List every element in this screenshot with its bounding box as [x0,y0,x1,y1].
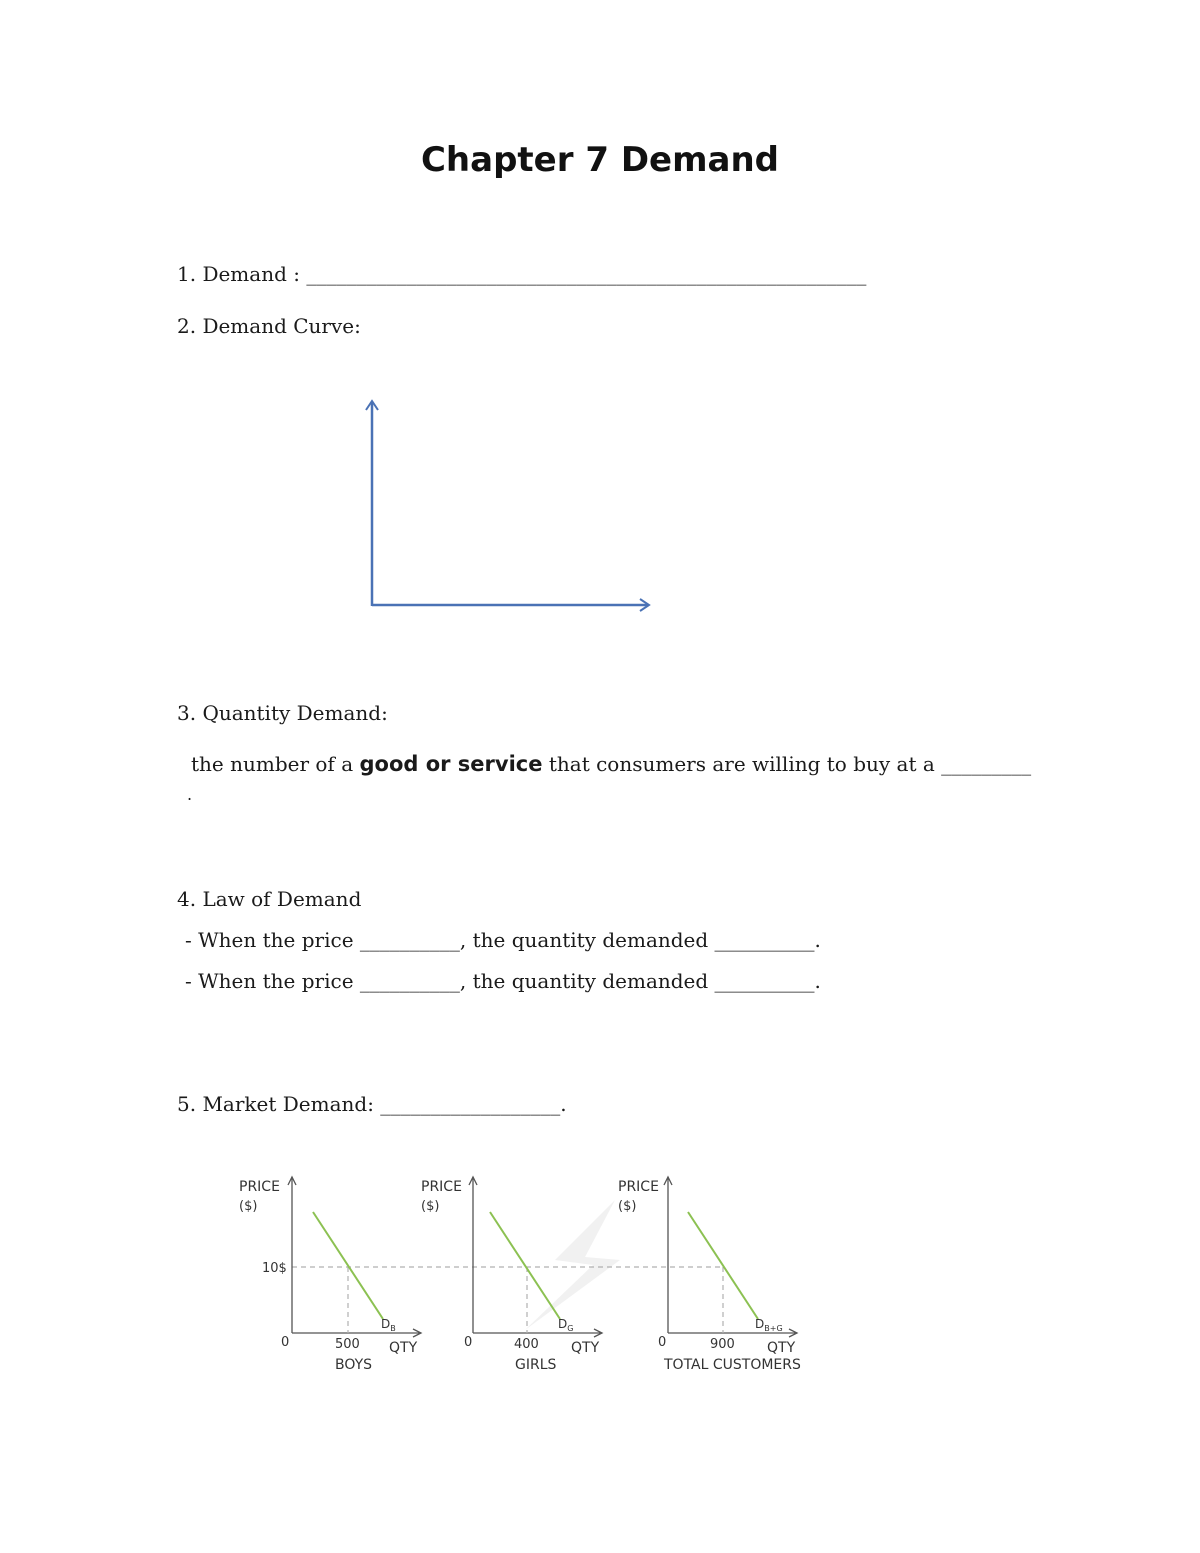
panel-1-qty-label: QTY [389,1340,418,1356]
blank-demand-axes [350,390,670,620]
quantity-demand-definition [191,752,1031,776]
panel-3-qty-label: QTY [767,1340,796,1356]
qd-text-end: . [187,785,193,804]
panel-2-currency-label: ($) [421,1199,440,1214]
panel-1-currency-label: ($) [239,1199,258,1214]
panel-2-price-label: PRICE [421,1179,462,1195]
qd-text-before: the number of a [191,752,360,776]
panel-3-demand-line [688,1212,758,1319]
law-of-demand-heading: 4. Law of Demand [177,887,362,911]
panel-1-price-label: PRICE [239,1179,280,1195]
panel-1-qty-value: 500 [335,1337,360,1352]
panel-3-qty-value: 900 [710,1337,735,1352]
page-title: Chapter 7 Demand [420,140,780,180]
law-of-demand-line-2: - When the price __________, the quantity demanded __________. [185,969,821,993]
panel-3-origin: 0 [658,1335,667,1350]
panel-1-caption: BOYS [335,1357,373,1373]
quantity-demand-heading: 3. Quantity Demand: [177,701,388,725]
market-demand-prompt: 5. Market Demand: __________________. [177,1092,567,1116]
panel-3-price-label: PRICE [618,1179,659,1195]
qd-text-after: that consumers are willing to buy at a _________ [542,752,1032,776]
watermark-logo [525,1200,620,1330]
panel-2-origin: 0 [464,1335,473,1350]
panel-2-curve-label: $D_G$ [558,1317,574,1333]
demand-curve-heading: 2. Demand Curve: [177,314,361,338]
panel-1-curve-label: $D_B$ [381,1317,396,1333]
panel-1-origin: 0 [281,1335,290,1350]
price-value-label: 10$ [262,1261,287,1276]
panel-3-curve-label: $D_{B+G}$ [755,1317,783,1333]
panel-2-caption: GIRLS [515,1357,557,1373]
panel-3-currency-label: ($) [618,1199,637,1214]
demand-prompt: 1. Demand : ________________________________________________________ [177,262,867,286]
law-of-demand-line-1: - When the price __________, the quantity demanded __________. [185,928,821,952]
qd-text-bold: good or service [359,752,543,776]
panel-2-qty-label: QTY [571,1340,600,1356]
market-demand-figure [225,1165,825,1380]
panel-3-caption: TOTAL CUSTOMERS [664,1357,801,1373]
panel-2-qty-value: 400 [514,1337,539,1352]
panel-1-demand-line [313,1212,383,1319]
panel-2-demand-line [490,1212,560,1319]
